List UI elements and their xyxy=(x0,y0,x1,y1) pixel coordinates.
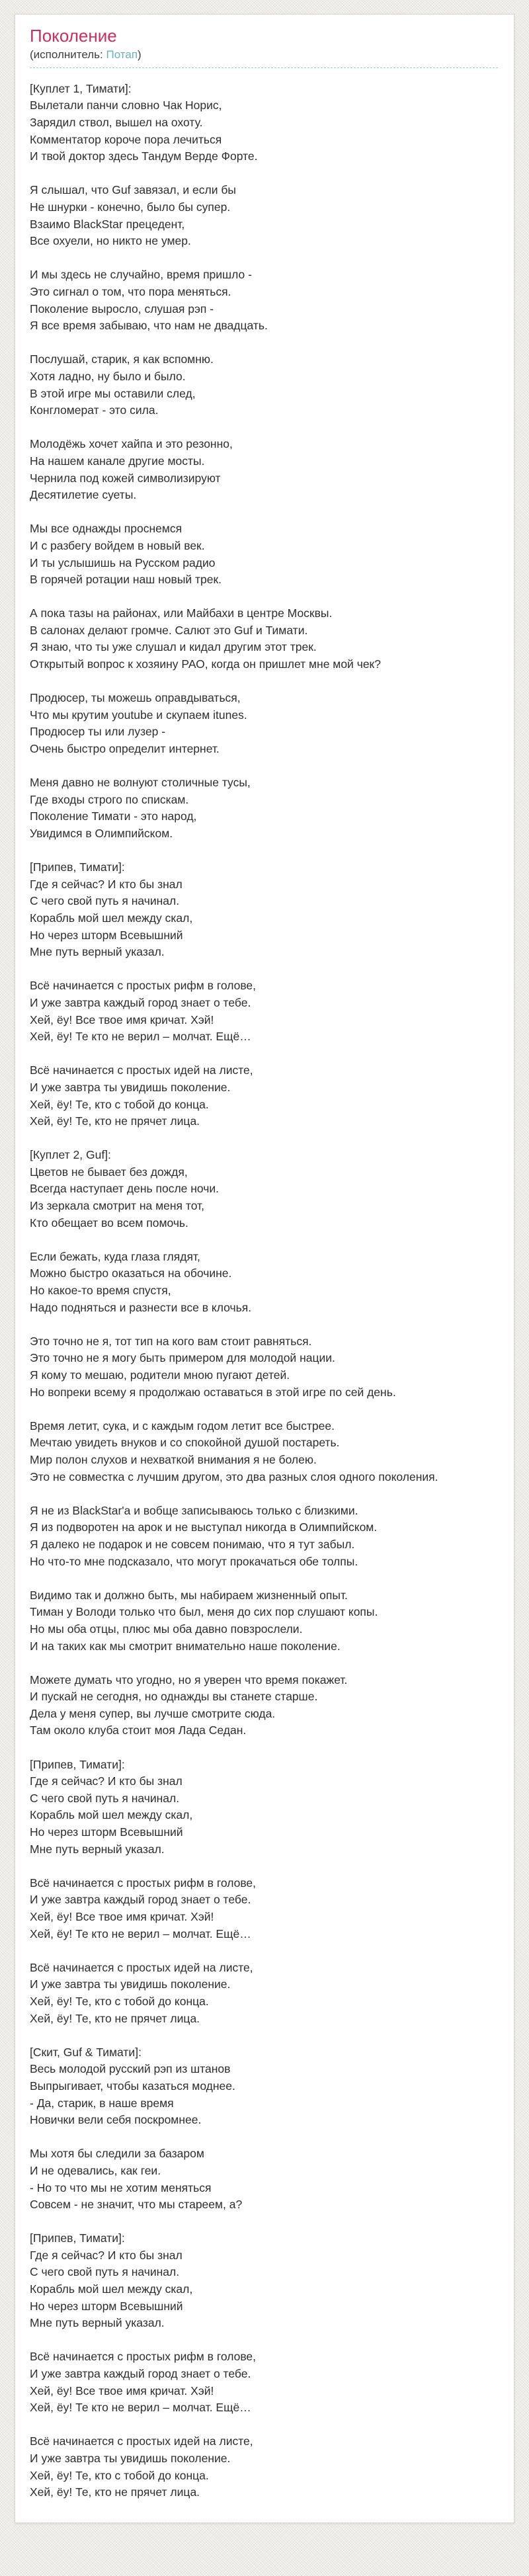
lyrics-line: Выпрыгивает, чтобы казаться моднее. xyxy=(30,2079,235,2093)
lyrics-stanza xyxy=(30,2145,498,2213)
lyrics-line: Продюсер, ты можешь оправдываться, xyxy=(30,691,241,705)
lyrics-line: Мы все однажды проснемся xyxy=(30,522,183,536)
lyrics-line: На нашем канале другие мосты. xyxy=(30,454,205,468)
lyrics-line: Я из подворотен на арок и не выступал никогда в Олимпийском. xyxy=(30,1520,378,1534)
lyrics-stanza xyxy=(30,2230,498,2332)
lyrics-line: Корабль мой шел между скал, xyxy=(30,911,193,925)
lyrics-stanza xyxy=(30,1875,498,1942)
lyrics-line: Комментатор короче пора лечиться xyxy=(30,132,222,146)
lyrics-line: [Куплет 2, Guf]: xyxy=(30,1148,111,1162)
lyrics-line: Поколение Тимати - это народ, xyxy=(30,810,197,823)
lyrics-line: Чернила под кожей символизируют xyxy=(30,471,221,485)
lyrics-line: Это точно не я, тот тип на кого вам стоит равняться. xyxy=(30,1334,312,1348)
lyrics-line: И мы здесь не случайно, время пришло - xyxy=(30,268,252,282)
lyrics-line: И на таких как мы смотрит внимательно наше поколение. xyxy=(30,1639,341,1653)
lyrics-line: В этой игре мы оставили след, xyxy=(30,386,196,400)
lyrics-line: И ты услышишь на Русском радио xyxy=(30,556,216,569)
lyrics-text xyxy=(30,81,498,2501)
lyrics-line: Там около клуба стоит моя Лада Седан. xyxy=(30,1724,247,1737)
lyrics-line: С чего свой путь я начинал. xyxy=(30,2265,180,2279)
lyrics-card xyxy=(15,14,514,2523)
lyrics-line: Мне путь верный указал. xyxy=(30,945,165,959)
lyrics-line: [Припев, Тимати]: xyxy=(30,860,125,874)
page-background xyxy=(0,14,529,2576)
lyrics-stanza xyxy=(30,520,498,588)
lyrics-stanza xyxy=(30,1147,498,1231)
artist-link[interactable]: Потап xyxy=(106,48,138,61)
lyrics-line: Мне путь верный указал. xyxy=(30,1842,165,1856)
lyrics-stanza xyxy=(30,267,498,334)
lyrics-line: И уже завтра ты увидишь поколение. xyxy=(30,1977,231,1991)
lyrics-line: Я все время забываю, что нам не двадцать. xyxy=(30,319,268,333)
lyrics-line: Хей, ёу! Те, кто не прячет лица. xyxy=(30,1114,200,1128)
lyrics-line: Конгломерат - это сила. xyxy=(30,403,159,417)
lyrics-line: Хей, ёу! Те кто не верил – молчат. Ещё… xyxy=(30,1927,251,1940)
lyrics-line: Это не совместка с лучшим другом, это два разных слоя одного поколения. xyxy=(30,1470,438,1483)
lyrics-line: Где входы строго по спискам. xyxy=(30,792,189,806)
lyrics-line: Где я сейчас? И кто бы знал xyxy=(30,1774,183,1788)
lyrics-line: Это точно не я могу быть примером для молодой нации. xyxy=(30,1351,335,1365)
lyrics-line: Хей, ёу! Все твое имя кричат. Хэй! xyxy=(30,1013,214,1026)
lyrics-stanza xyxy=(30,1249,498,1316)
lyrics-line: Что мы крутим youtube и скупаем itunes. xyxy=(30,708,247,722)
lyrics-line: Совсем - не значит, что мы стареем, а? xyxy=(30,2198,243,2212)
lyrics-stanza xyxy=(30,1960,498,2027)
lyrics-line: Увидимся в Олимпийском. xyxy=(30,827,173,841)
lyrics-line: Всё начинается с простых рифм в голове, xyxy=(30,2350,257,2364)
lyrics-line: Всё начинается с простых идей на листе, xyxy=(30,1960,253,1974)
lyrics-line: Хей, ёу! Все твое имя кричат. Хэй! xyxy=(30,1910,214,1924)
lyrics-line: Я далеко не подарок и не совсем понимаю, что я тут забыл. xyxy=(30,1537,355,1551)
lyrics-line: Хей, ёу! Те, кто с тобой до конца. xyxy=(30,2468,209,2482)
lyrics-line: Продюсер ты или лузер - xyxy=(30,725,166,739)
lyrics-line: Хей, ёу! Те, кто с тобой до конца. xyxy=(30,1097,209,1111)
song-title: Поколение xyxy=(30,26,117,46)
lyrics-stanza xyxy=(30,81,498,165)
lyrics-line: Цветов не бывает без дождя, xyxy=(30,1165,188,1179)
lyrics-line: Открытый вопрос к хозяину РАО, когда он пришлет мне мой чек? xyxy=(30,657,381,671)
lyrics-line: Корабль мой шел между скал, xyxy=(30,1808,193,1822)
lyrics-line: Взаимо BlackStar прецедент, xyxy=(30,217,185,231)
lyrics-line: Но какое-то время спустя, xyxy=(30,1284,171,1298)
lyrics-line: Весь молодой русский рэп из штанов xyxy=(30,2062,231,2076)
lyrics-line: И уже завтра ты увидишь поколение. xyxy=(30,2452,231,2466)
lyrics-line: Где я сейчас? И кто бы знал xyxy=(30,877,183,891)
lyrics-line: Я не из BlackStar'а и вобще записываюсь только с близкими. xyxy=(30,1503,358,1517)
lyrics-line: Всё начинается с простых рифм в голове, xyxy=(30,1876,257,1890)
lyrics-line: И пускай не сегодня, но однажды вы станете старше. xyxy=(30,1690,318,1704)
lyrics-line: Десятилетие суеты. xyxy=(30,488,137,502)
lyrics-line: Но вопреки всему я продолжаю оставаться в этой игре по сей день. xyxy=(30,1385,396,1399)
lyrics-line: Это сигнал о том, что пора меняться. xyxy=(30,285,231,299)
lyrics-stanza xyxy=(30,1587,498,1655)
lyrics-line: И уже завтра каждый город знает о тебе. xyxy=(30,995,251,1009)
lyrics-line: Поколение выросло, слушая рэп - xyxy=(30,302,214,315)
lyrics-line: С чего свой путь я начинал. xyxy=(30,1791,180,1805)
lyrics-line: Новички вели себя поскромнее. xyxy=(30,2113,202,2127)
lyrics-line: И с разбегу войдем в новый век. xyxy=(30,538,205,552)
lyrics-line: Меня давно не волнуют столичные тусы, xyxy=(30,776,251,790)
lyrics-line: Всё начинается с простых рифм в голове, xyxy=(30,979,257,993)
lyrics-line: И уже завтра каждый город знает о тебе. xyxy=(30,1893,251,1907)
lyrics-line: Хей, ёу! Те, кто не прячет лица. xyxy=(30,2011,200,2025)
lyrics-line: Где я сейчас? И кто бы знал xyxy=(30,2248,183,2262)
lyrics-stanza xyxy=(30,690,498,757)
lyrics-line: Мир полон слухов и нехваткой внимания я не болею. xyxy=(30,1452,317,1466)
lyrics-stanza xyxy=(30,977,498,1045)
lyrics-stanza xyxy=(30,1418,498,1485)
lyrics-line: Хей, ёу! Те, кто с тобой до конца. xyxy=(30,1994,209,2008)
lyrics-line: Мечтаю увидеть внуков и со спокойной душой постареть. xyxy=(30,1436,340,1450)
lyrics-line: Хей, ёу! Те кто не верил – молчат. Ещё… xyxy=(30,1030,251,1044)
lyrics-line: Корабль мой шел между скал, xyxy=(30,2282,193,2296)
lyrics-stanza xyxy=(30,2044,498,2129)
song-header xyxy=(30,26,498,68)
lyrics-line: Я кому то мешаю, родители мною пугают детей. xyxy=(30,1368,290,1382)
lyrics-line: Видимо так и должно быть, мы набираем жизненный опыт. xyxy=(30,1588,348,1602)
lyrics-line: И не одевались, как геи. xyxy=(30,2163,161,2177)
lyrics-line: Молодёжь хочет хайпа и это резонно, xyxy=(30,437,233,451)
lyrics-line: Хотя ладно, ну было и было. xyxy=(30,369,186,383)
lyrics-stanza xyxy=(30,774,498,842)
lyrics-line: Мы хотя бы следили за базаром xyxy=(30,2147,204,2161)
lyrics-line: В горячей ротации наш новый трек. xyxy=(30,573,222,587)
lyrics-stanza xyxy=(30,1503,498,1570)
lyrics-line: Но через шторм Всевышний xyxy=(30,2299,183,2313)
artist-line xyxy=(30,48,498,62)
lyrics-line: Зарядил ствол, вышел на охоту. xyxy=(30,116,203,130)
artist-label-suffix: ) xyxy=(138,48,142,61)
lyrics-line: Всегда наступает день после ночи. xyxy=(30,1182,220,1196)
lyrics-line: В салонах делают громче. Салют это Guf и Тимати. xyxy=(30,623,308,637)
lyrics-stanza xyxy=(30,1757,498,1858)
lyrics-line: Хей, ёу! Те кто не верил – молчат. Ещё… xyxy=(30,2401,251,2415)
lyrics-line: [Припев, Тимати]: xyxy=(30,1757,125,1771)
lyrics-line: Время летит, сука, и с каждым годом летит все быстрее. xyxy=(30,1419,335,1433)
lyrics-line: Но через шторм Всевышний xyxy=(30,1825,183,1839)
lyrics-line: И уже завтра ты увидишь поколение. xyxy=(30,1080,231,1094)
lyrics-line: Очень быстро определит интернет. xyxy=(30,742,220,756)
lyrics-line: Кто обещает во всем помочь. xyxy=(30,1216,188,1229)
lyrics-stanza xyxy=(30,1672,498,1739)
lyrics-line: Хей, ёу! Те, кто не прячет лица. xyxy=(30,2485,200,2499)
lyrics-line: Хей, ёу! Все твое имя кричат. Хэй! xyxy=(30,2384,214,2397)
lyrics-line: Послушай, старик, я как вспомню. xyxy=(30,353,214,366)
lyrics-stanza xyxy=(30,2348,498,2416)
lyrics-line: Мне путь верный указал. xyxy=(30,2316,165,2330)
lyrics-line: Но мы оба отцы, плюс мы оба давно повзрослели. xyxy=(30,1622,303,1636)
lyrics-stanza xyxy=(30,351,498,419)
lyrics-line: С чего свой путь я начинал. xyxy=(30,894,180,908)
lyrics-line: [Скит, Guf & Тимати]: xyxy=(30,2045,142,2059)
lyrics-line: Всё начинается с простых идей на листе, xyxy=(30,2434,253,2448)
lyrics-line: [Куплет 1, Тимати]: xyxy=(30,81,132,95)
lyrics-line: - Но то что мы не хотим меняться xyxy=(30,2181,212,2194)
lyrics-line: Если бежать, куда глаза глядят, xyxy=(30,1249,200,1263)
lyrics-line: Я слышал, что Guf завязал, и если бы xyxy=(30,183,236,197)
lyrics-stanza xyxy=(30,182,498,249)
lyrics-line: И уже завтра каждый город знает о тебе. xyxy=(30,2367,251,2381)
lyrics-line: Но что-то мне подсказало, что могут прокачаться обе толпы. xyxy=(30,1554,358,1568)
lyrics-line: Не шнурки - конечно, было бы супер. xyxy=(30,200,231,214)
artist-label-prefix: (исполнитель: xyxy=(30,48,106,61)
lyrics-line: Я знаю, что ты уже слушал и кидал другим этот трек. xyxy=(30,640,317,654)
lyrics-line: Вылетали панчи словно Чак Норис, xyxy=(30,99,222,112)
lyrics-line: [Припев, Тимати]: xyxy=(30,2231,125,2245)
lyrics-line: Но через шторм Всевышний xyxy=(30,928,183,942)
lyrics-line: Надо подняться и разнести все в клочья. xyxy=(30,1300,252,1314)
lyrics-stanza xyxy=(30,605,498,673)
lyrics-line: А пока тазы на районах, или Майбахи в центре Москвы. xyxy=(30,606,333,620)
lyrics-stanza xyxy=(30,436,498,503)
lyrics-stanza xyxy=(30,859,498,961)
lyrics-line: Все охуели, но никто не умер. xyxy=(30,234,191,248)
lyrics-line: Из зеркала смотрит на меня тот, xyxy=(30,1199,204,1213)
lyrics-stanza xyxy=(30,1062,498,1130)
lyrics-stanza xyxy=(30,2433,498,2501)
lyrics-line: И твой доктор здесь Тандум Верде Форте. xyxy=(30,149,258,163)
lyrics-line: Можно быстро оказаться на обочине. xyxy=(30,1267,232,1280)
lyrics-line: Можете думать что угодно, но я уверен что время покажет. xyxy=(30,1673,348,1686)
lyrics-line: Дела у меня супер, вы лучше смотрите сюда. xyxy=(30,1706,276,1720)
lyrics-line: Тиман у Володи только что был, меня до сих пор слушают копы. xyxy=(30,1605,378,1619)
lyrics-line: - Да, старик, в наше время xyxy=(30,2096,174,2110)
lyrics-line: Всё начинается с простых идей на листе, xyxy=(30,1063,253,1077)
lyrics-stanza xyxy=(30,1333,498,1401)
